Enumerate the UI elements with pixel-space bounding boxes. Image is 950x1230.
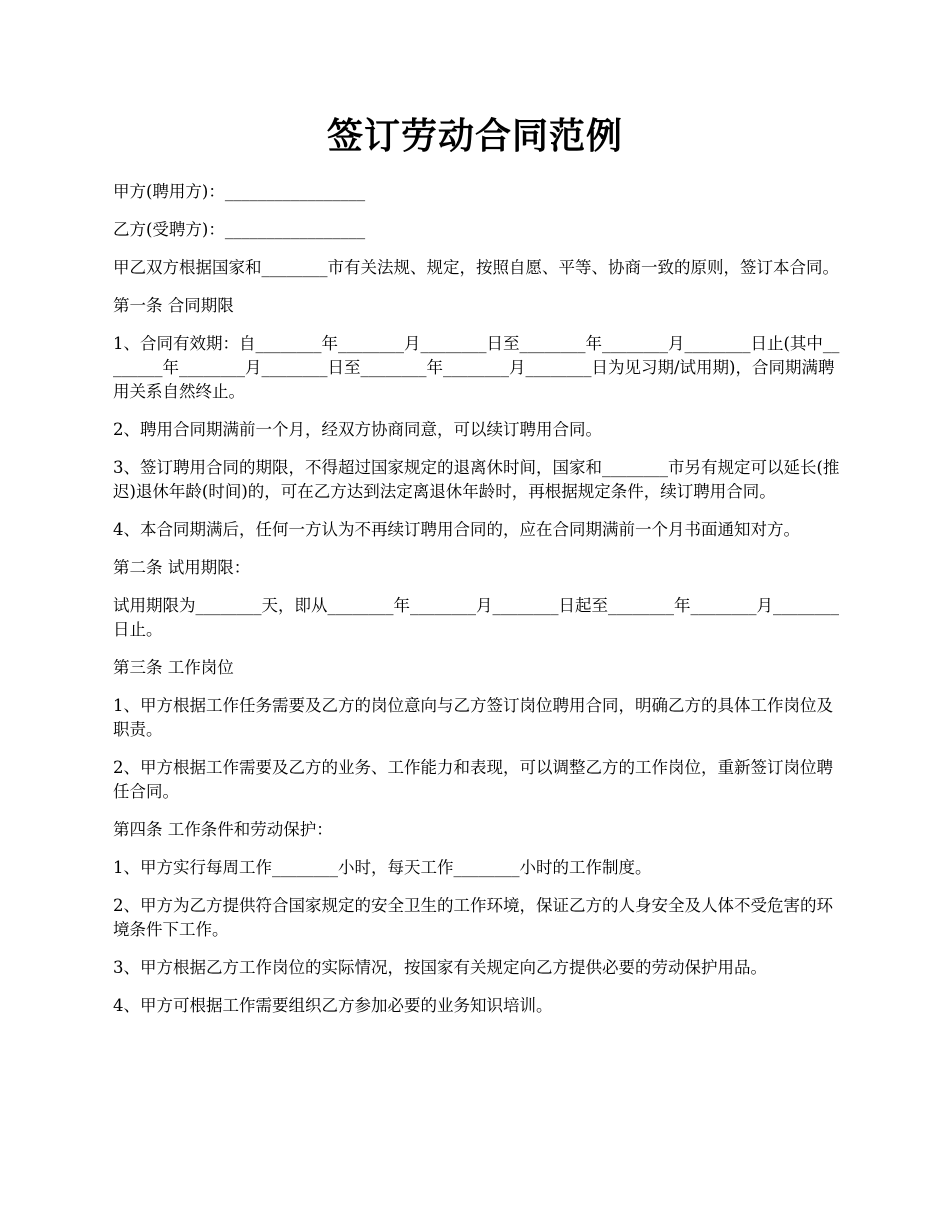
- article-3-clause-2: 2、甲方根据工作需要及乙方的业务、工作能力和表现，可以调整乙方的工作岗位，重新签订岗位聘任合同。: [113, 758, 833, 801]
- article-4-clause-1: 1、甲方实行每周工作________小时，每天工作________小时的工作制度。: [113, 858, 652, 877]
- party-b-line: 乙方(受聘方)：_________________: [113, 220, 366, 239]
- document-body: [113, 180, 843, 1032]
- article-1-clause-2: 2、聘用合同期满前一个月，经双方协商同意，可以续订聘用合同。: [113, 420, 602, 439]
- document-title: 签订劳动合同范例: [326, 115, 623, 157]
- article-4-clause-3: 3、甲方根据乙方工作岗位的实际情况，按国家有关规定向乙方提供必要的劳动保护用品。: [113, 958, 767, 977]
- article-2-heading: 第二条 试用期限：: [113, 558, 251, 577]
- article-4-clause-4: 4、甲方可根据工作需要组织乙方参加必要的业务知识培训。: [113, 996, 553, 1015]
- party-a-line: 甲方(聘用方)：_________________: [113, 182, 366, 201]
- article-1-clause-4: 4、本合同期满后，任何一方认为不再续订聘用合同的，应在合同期满前一个月书面通知对方。: [113, 520, 800, 539]
- preamble-paragraph: 甲乙双方根据国家和________市有关法规、规定，按照自愿、平等、协商一致的原则，签订本合同。: [113, 258, 839, 277]
- article-3-clause-1: 1、甲方根据工作任务需要及乙方的岗位意向与乙方签订岗位聘用合同，明确乙方的具体工作岗位及职责。: [113, 696, 833, 739]
- article-4-clause-2: 2、甲方为乙方提供符合国家规定的安全卫生的工作环境，保证乙方的人身安全及人体不受危害的环境条件下工作。: [113, 896, 833, 939]
- article-4-heading: 第四条 工作条件和劳动保护：: [113, 820, 333, 839]
- article-2-clause: 试用期限为________天，即从________年________月________日起至________年________月________日止。: [113, 596, 839, 639]
- article-1-clause-1: 1、合同有效期：自________年________月________日至________年________月________日止(其中________年________月________日至________年________月________日为见习期/试用期)，合同期满聘用关系自然终止。: [113, 334, 840, 401]
- article-1-heading: 第一条 合同期限: [113, 296, 234, 315]
- article-3-heading: 第三条 工作岗位: [113, 658, 234, 677]
- article-1-clause-3: 3、签订聘用合同的期限，不得超过国家规定的退离休时间，国家和________市另有规定可以延长(推迟)退休年龄(时间)的，可在乙方达到法定离退休年龄时，再根据规定条件，续订聘用合同。: [113, 458, 840, 501]
